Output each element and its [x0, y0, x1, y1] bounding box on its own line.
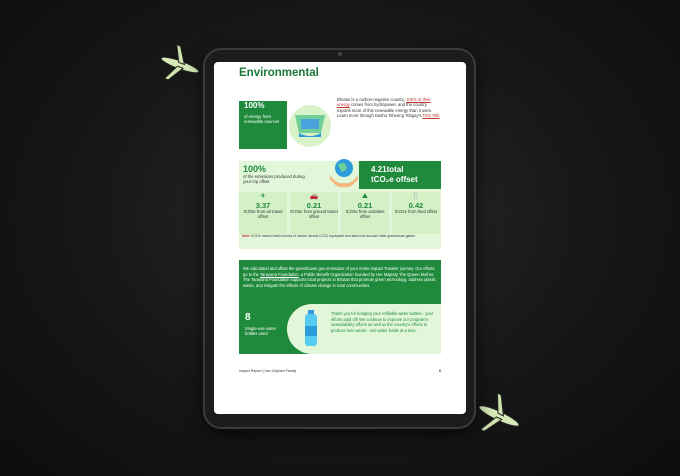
bottles-count: 8: [245, 312, 251, 323]
link-ted-talk[interactable]: TED Talk: [422, 113, 440, 119]
footer-report-name: Impact Report | Van Zolphen Family: [239, 369, 297, 373]
document-page[interactable]: [214, 62, 466, 414]
emissions-offset-section: [239, 161, 441, 249]
airplane-decoration-right-icon: [472, 392, 526, 440]
emissions-percent: 100%: [243, 164, 267, 174]
offset-tile-ground: 🚗 0.21 tCO2e from ground travel offset: [290, 192, 338, 234]
link-100-percent-energy[interactable]: 100% of their energy: [337, 97, 431, 108]
page-title: Environmental: [239, 67, 319, 79]
tarayana-description: We calculated and offset the greenhouse gas emissions of your entire Impact Traveler journey. Our efforts go to the Tarayana Foundation, a Public Benefit Organization founded by Her Majesty The Queen Mother. The Tarayana Foundation supports local projects in Bhutan that promote green technology, address plastic waste, and mitigate the effects of climate change in rural communities.: [243, 266, 436, 288]
camera-dot: [338, 52, 342, 56]
car-icon: 🚗: [309, 193, 319, 200]
activity-icon: ⛰: [362, 193, 368, 200]
food-icon: 🍴: [411, 193, 421, 200]
offset-breakdown: [239, 192, 441, 234]
offset-tile-activities: ⛰ 0.21 tCO2e from activities offset: [341, 192, 389, 234]
page-footer: [239, 369, 441, 373]
water-bottle-message: Thank you for bringing your refillable water bottles - your efforts paid off! We continue to improve our program's sustainability efforts as well as the country's efforts to produce less waste - one water bottle at a time.: [331, 311, 434, 333]
page-number: 6: [439, 369, 441, 373]
bottles-label: Single-use water bottles used: [245, 326, 277, 336]
offset-tile-food: 🍴 0.42 tCO2e from food offset: [392, 192, 440, 234]
renewable-energy-description: Bhutan is a carbon-negative country, 100% of their energy comes from hydropower, and the country exports more of this renewable energy than it uses. Learn more through Dasho Tshering Tobgay's TED Talk: [337, 97, 440, 119]
water-bottle-icon: [301, 310, 321, 353]
renewable-energy-stat: [239, 101, 287, 149]
tarayana-section: [239, 260, 441, 354]
renewable-energy-section: [239, 97, 441, 149]
tablet-frame: [203, 48, 476, 429]
total-offset-value: 4.21total tCO₂e offset: [371, 165, 418, 184]
hydropower-dam-icon: [289, 105, 331, 147]
renewable-label: of energy from renewable sources: [244, 114, 280, 124]
airplane-icon: ✈: [260, 193, 266, 200]
emissions-note: Note: tCO2e means metric tonnes of carbon dioxide (CO2) equivalent and takes into account other greenhouse gases.: [242, 234, 416, 238]
offset-tile-air: ✈ 3.37 tCO2e from air travel offset: [239, 192, 287, 234]
link-tarayana-foundation[interactable]: Tarayana Foundation: [260, 271, 299, 277]
water-bottle-card: [287, 304, 441, 354]
renewable-percent: 100%: [244, 101, 265, 110]
total-offset-card: [359, 161, 441, 189]
globe-hands-icon: [327, 155, 361, 194]
airplane-decoration-left-icon: [156, 43, 204, 87]
emissions-offset-stat: [243, 164, 305, 184]
emissions-label: of the emissions produced during your trip offset: [243, 174, 305, 184]
